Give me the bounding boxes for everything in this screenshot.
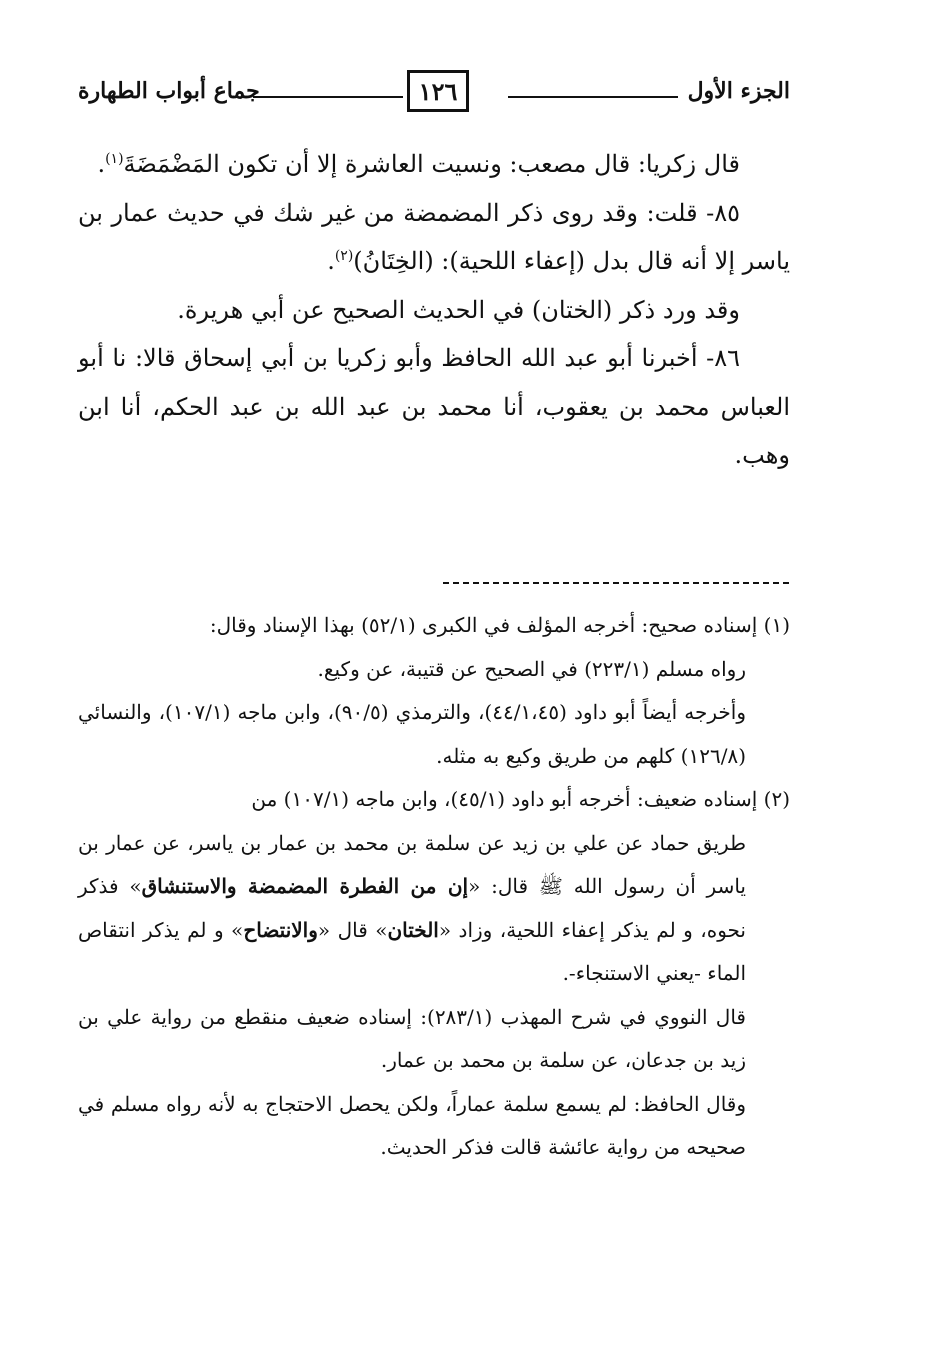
paragraph-1-end: . (97, 150, 106, 178)
footnote-1-line-1: (١) إسناده صحيح: أخرجه المؤلف في الكبرى (٥٢/١) بهذا الإسناد وقال: (209, 613, 790, 637)
footnote-2-text-d: » و لم يذكر انتقاص الماء -يعني الاستنجاء-. (78, 917, 746, 985)
paragraph-3: وقد ورد ذكر (الختان) في الحديث الصحيح عن أبي هريرة. (177, 295, 740, 324)
footnote-2-paragraph-2: قال النووي في شرح المهذب (٢٨٣/١): إسناده ضعيف منقطع من رواية علي بن زيد بن جدعان، عن سلمة بن محمد بن عمار. (78, 1004, 746, 1072)
paragraph-1 (78, 140, 790, 189)
page-number: ١٢٦ (418, 76, 458, 106)
footnote-ref-2: (٢) (334, 248, 354, 264)
chapter-title: جماع أبواب الطهارة (78, 78, 260, 104)
header-rule-right (508, 96, 678, 98)
footnote-ref-1: (١) (105, 151, 124, 167)
page-number-box (407, 70, 469, 112)
footnote-2-text-b: » فذكر نحوه، و لم يذكر إعفاء اللحية، وزاد « (78, 874, 747, 942)
footnote-1-paragraph-2: وأخرجه أيضاً أبو داود (٤٤/١،٤٥)، والترمذي (٩٠/٥)، وابن ماجه (١٠٧/١)، والنسائي (١٢٦/٨) كلهم من طريق وكيع به مثله. (78, 700, 746, 768)
footnotes (78, 604, 790, 1170)
footnote-1-line-2: رواه مسلم (٢٢٣/١) في الصحيح عن قتيبة، عن وكيع. (317, 656, 746, 681)
paragraph-4: ٨٦- أخبرنا أبو عبد الله الحافظ وأبو زكريا بن أبي إسحاق قالا: نا أبو العباس محمد بن يعقوب، أنا محمد بن عبد الله بن عبد الحكم، أنا ابن وهب. (78, 344, 790, 469)
volume-title: الجزء الأول (687, 78, 790, 104)
paragraph-2-text: ٨٥- قلت: وقد روى ذكر المضمضة من غير شك في حديث عمار بن ياسر إلا أنه قال بدل (إعفاء اللحية): (الخِتَانُ) (78, 198, 790, 275)
paragraph-2-end: . (327, 247, 335, 275)
footnote-2-paragraph-3: وقال الحافظ: لم يسمع سلمة عماراً، ولكن يحصل الاحتجاج به لأنه رواه مسلم في صحيحه من رواية عائشة قالت فذكر الحديث. (78, 1091, 747, 1159)
header-rule-left (253, 96, 403, 98)
footnote-2-text-a: طريق حماد عن علي بن زيد عن سلمة بن محمد بن عمار بن ياسر، عن عمار بن ياسر أن رسول الله ﷺ قال: « (78, 830, 747, 898)
footnote-2-line-1: (٢) إسناده ضعيف: أخرجه أبو داود (٤٥/١)، وابن ماجه (١٠٧/١) من (251, 787, 790, 811)
footnote-separator (443, 582, 789, 584)
paragraph-1-text: قال زكريا: قال مصعب: ونسيت العاشرة إلا أن تكون المَضْمَضَةَ (123, 150, 740, 178)
running-header (78, 70, 790, 116)
hadith-quote-2: الختان (387, 917, 439, 942)
main-text (78, 140, 790, 480)
hadith-quote-1: إن من الفطرة المضمضة والاستنشاق (141, 874, 469, 898)
footnote-2-paragraph-1 (78, 822, 790, 996)
hadith-quote-3: والانتضاح (243, 917, 318, 942)
paragraph-2 (78, 189, 790, 286)
footnote-2-text-c: » قال « (317, 917, 388, 942)
